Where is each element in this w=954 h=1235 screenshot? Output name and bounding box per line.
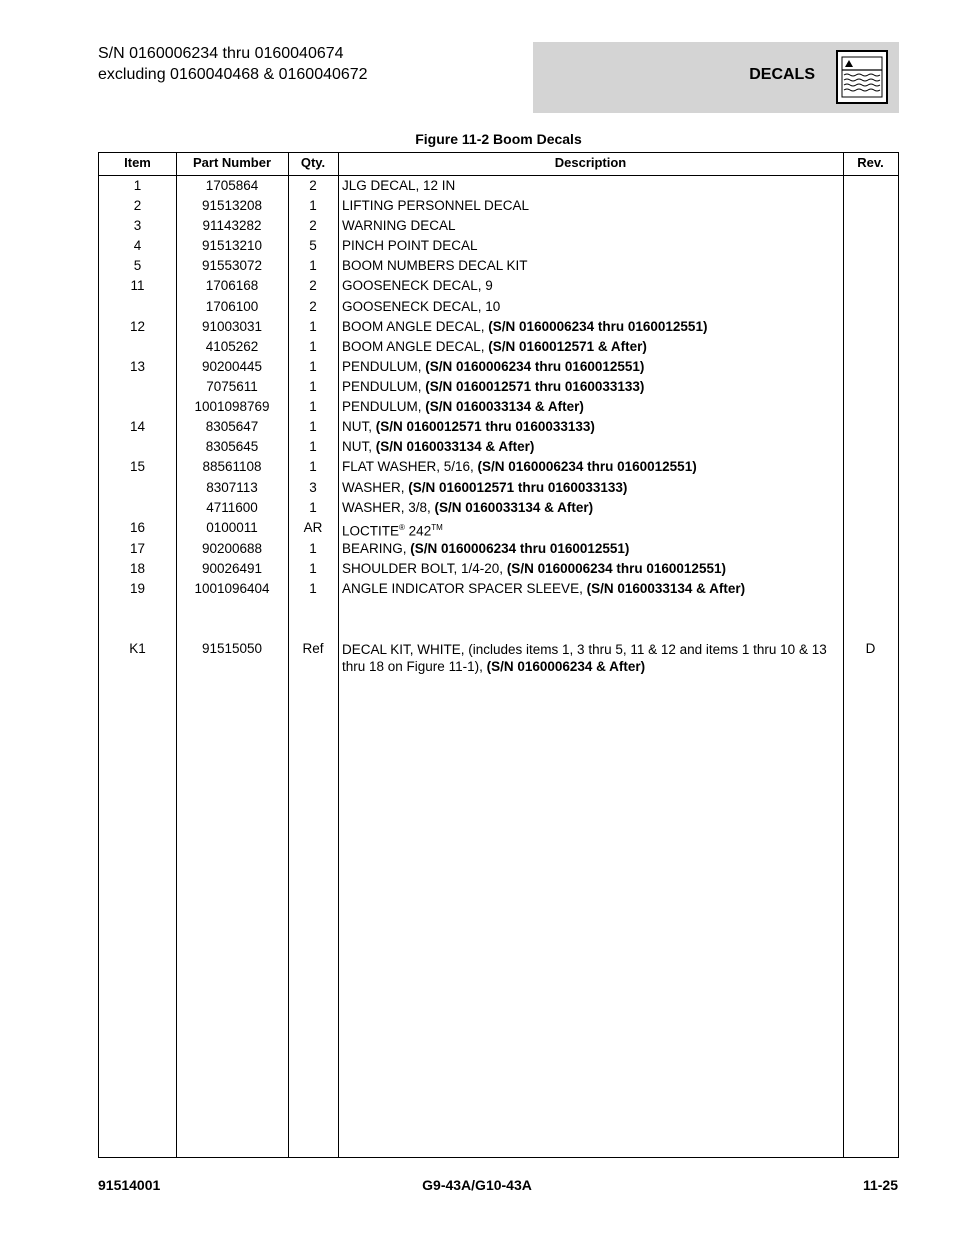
part-number-cell: 8305647 — [205, 419, 259, 434]
serial-range-text: (S/N 0160006234 & After) — [486, 659, 646, 674]
item-cell: 2 — [133, 198, 142, 213]
table-row — [99, 559, 898, 579]
table-row — [99, 498, 898, 518]
description-text: PINCH POINT DECAL — [342, 238, 478, 253]
section-header-box — [533, 42, 899, 113]
description-text: PENDULUM, — [342, 399, 426, 414]
table-row — [99, 518, 898, 538]
description-cell — [342, 437, 832, 457]
table-row — [99, 236, 898, 256]
part-number-cell: 8307113 — [206, 480, 258, 495]
part-number-cell: 1705864 — [205, 178, 259, 193]
qty-cell: AR — [303, 520, 323, 535]
qty-cell: 1 — [309, 319, 317, 334]
table-row — [99, 539, 898, 559]
part-number-cell: 1706168 — [205, 278, 259, 293]
qty-cell: 3 — [309, 480, 317, 495]
table-row — [99, 457, 898, 477]
qty-cell: 1 — [309, 541, 317, 556]
part-number-cell: 91003031 — [201, 319, 263, 334]
serial-number-line-1: S/N 0160006234 thru 0160040674 — [98, 45, 344, 62]
description-text: LOCTITE — [342, 523, 400, 539]
description-text: WASHER, — [342, 480, 409, 495]
item-cell: 3 — [133, 218, 142, 233]
description-text: BOOM ANGLE DECAL, — [342, 339, 489, 354]
description-cell — [342, 641, 832, 675]
figure-title: Figure 11-2 Boom Decals — [415, 131, 582, 147]
table-row — [99, 196, 898, 216]
table-row — [99, 256, 898, 276]
table-row — [99, 216, 898, 236]
footer-page-number: 11-25 — [862, 1177, 898, 1193]
part-number-cell: 0100011 — [206, 520, 258, 535]
qty-cell: 1 — [309, 459, 317, 474]
description-cell — [342, 457, 832, 477]
description-cell — [342, 417, 832, 437]
serial-range-text: (S/N 0160033134 & After) — [434, 500, 594, 515]
description-text: BEARING, — [342, 541, 411, 556]
description-cell — [342, 539, 832, 559]
serial-range-text: (S/N 0160006234 thru 0160012551) — [488, 319, 708, 334]
item-cell: 5 — [133, 258, 142, 273]
qty-cell: 1 — [309, 581, 317, 596]
description-text: PENDULUM, — [342, 379, 426, 394]
part-number-cell: 1706100 — [205, 299, 259, 314]
part-number-cell: 90200445 — [201, 359, 263, 374]
description-text: DECAL KIT, WHITE, (includes items 1, 3 thru 5, 11 & 12 and items 1 thru 10 & 13 thru 18 on Figure 11-1), — [342, 642, 827, 674]
description-cell — [342, 216, 832, 236]
table-row — [99, 276, 898, 296]
description-text: GOOSENECK DECAL, 10 — [342, 299, 501, 314]
serial-range-text: (S/N 0160006234 thru 0160012551) — [506, 561, 726, 576]
table-row — [99, 397, 898, 417]
qty-cell: 2 — [309, 278, 317, 293]
description-cell — [342, 236, 832, 256]
part-number-cell: 4105262 — [205, 339, 259, 354]
description-cell — [342, 256, 832, 276]
qty-cell: 5 — [309, 238, 317, 253]
description-cell — [342, 559, 832, 579]
serial-range-text: (S/N 0160006234 thru 0160012551) — [425, 359, 645, 374]
qty-cell: 1 — [309, 500, 317, 515]
item-cell: 11 — [130, 278, 145, 293]
item-cell: 1 — [133, 178, 142, 193]
qty-cell: 1 — [309, 439, 317, 454]
section-title: DECALS — [749, 66, 815, 83]
part-number-cell: 91513208 — [201, 198, 263, 213]
item-cell: 14 — [129, 419, 146, 434]
description-cell — [342, 196, 832, 216]
description-text: PENDULUM, — [342, 359, 426, 374]
part-number-cell: 1001096404 — [194, 581, 270, 596]
column-header-description: Description — [554, 155, 627, 170]
qty-cell: 1 — [309, 399, 317, 414]
serial-number-line-2: excluding 0160040468 & 0160040672 — [98, 66, 368, 83]
part-number-cell: 90026491 — [201, 561, 263, 576]
item-cell: 16 — [129, 520, 146, 535]
serial-range-text: (S/N 0160012571 & After) — [488, 339, 647, 354]
table-row — [99, 579, 898, 599]
serial-range-text: (S/N 0160012571 thru 0160033133) — [425, 379, 645, 394]
table-row — [99, 478, 898, 498]
manual-book-icon — [836, 50, 888, 104]
description-text: NUT, — [342, 439, 376, 454]
description-cell — [342, 377, 832, 397]
qty-cell: 1 — [309, 258, 317, 273]
description-cell — [342, 357, 832, 377]
description-cell — [342, 176, 832, 196]
qty-cell: 2 — [309, 218, 317, 233]
description-cell — [342, 518, 832, 542]
item-cell: 17 — [129, 541, 146, 556]
description-cell — [342, 397, 832, 417]
item-cell: 12 — [129, 319, 146, 334]
description-text: WARNING DECAL — [342, 218, 456, 233]
table-row — [99, 337, 898, 357]
column-header-item: Item — [124, 155, 151, 170]
rev-cell: D — [865, 641, 876, 656]
part-number-cell: 7075611 — [206, 379, 258, 394]
column-header-qty: Qty. — [300, 155, 326, 170]
qty-cell: 1 — [309, 198, 317, 213]
qty-cell: 2 — [309, 299, 317, 314]
column-header-rev: Rev. — [857, 155, 884, 170]
qty-cell: 1 — [309, 379, 317, 394]
item-cell: K1 — [129, 641, 146, 656]
table-row — [99, 437, 898, 457]
serial-range-text: (S/N 0160033134 & After) — [425, 399, 584, 414]
item-cell: 4 — [133, 238, 142, 253]
item-cell: 13 — [129, 359, 146, 374]
qty-cell: 1 — [309, 359, 317, 374]
description-cell — [342, 337, 832, 357]
description-text: ANGLE INDICATOR SPACER SLEEVE, — [342, 581, 587, 596]
description-cell — [342, 478, 832, 498]
serial-range-text: (S/N 0160006234 thru 0160012551) — [477, 459, 697, 474]
description-cell — [342, 276, 832, 296]
part-number-cell: 88561108 — [202, 459, 262, 474]
part-number-cell: 8305645 — [205, 439, 259, 454]
column-header-part-number: Part Number — [192, 155, 272, 170]
description-cell — [342, 317, 832, 337]
trademark-mark: TM — [431, 523, 443, 532]
description-text: JLG DECAL, 12 IN — [342, 178, 456, 193]
part-number-cell: 91513210 — [201, 238, 263, 253]
description-text: FLAT WASHER, 5/16, — [342, 459, 478, 474]
table-row — [99, 639, 898, 675]
description-text: 242 — [404, 523, 432, 539]
parts-table — [98, 152, 899, 1158]
item-cell: 15 — [129, 459, 146, 474]
table-row — [99, 417, 898, 437]
table-row — [99, 176, 898, 196]
serial-range-text: (S/N 0160006234 thru 0160012551) — [410, 541, 630, 556]
description-text: NUT, — [342, 419, 376, 434]
table-row — [99, 357, 898, 377]
footer-model: G9-43A/G10-43A — [422, 1177, 532, 1193]
qty-cell: 2 — [309, 178, 317, 193]
serial-range-text: (S/N 0160033134 & After) — [586, 581, 746, 596]
footer-part-number: 91514001 — [98, 1177, 161, 1193]
part-number-cell: 4711600 — [206, 500, 258, 515]
serial-range-text: (S/N 0160033134 & After) — [375, 439, 535, 454]
description-text: GOOSENECK DECAL, 9 — [342, 278, 493, 293]
item-cell: 18 — [129, 561, 146, 576]
serial-range-text: (S/N 0160012571 thru 0160033133) — [408, 480, 628, 495]
qty-cell: 1 — [309, 561, 317, 576]
part-number-cell: 1001098769 — [194, 399, 270, 414]
description-text: SHOULDER BOLT, 1/4-20, — [342, 561, 507, 576]
qty-cell: Ref — [302, 641, 324, 656]
qty-cell: 1 — [309, 419, 317, 434]
part-number-cell: 91143282 — [202, 218, 262, 233]
description-cell — [342, 297, 832, 317]
table-row — [99, 297, 898, 317]
part-number-cell: 90200688 — [201, 541, 263, 556]
description-cell — [342, 579, 832, 599]
description-text: BOOM ANGLE DECAL, — [342, 319, 489, 334]
serial-range-text: (S/N 0160012571 thru 0160033133) — [375, 419, 595, 434]
table-row — [99, 317, 898, 337]
part-number-cell: 91515050 — [201, 641, 263, 656]
part-number-cell: 91553072 — [201, 258, 263, 273]
registered-mark: ® — [399, 523, 405, 532]
table-row — [99, 377, 898, 397]
description-text: BOOM NUMBERS DECAL KIT — [342, 258, 528, 273]
description-cell — [342, 498, 832, 518]
serial-number-range — [98, 43, 368, 85]
item-cell: 19 — [129, 581, 146, 596]
description-text: LIFTING PERSONNEL DECAL — [342, 198, 530, 213]
description-text: WASHER, 3/8, — [342, 500, 435, 515]
qty-cell: 1 — [309, 339, 317, 354]
